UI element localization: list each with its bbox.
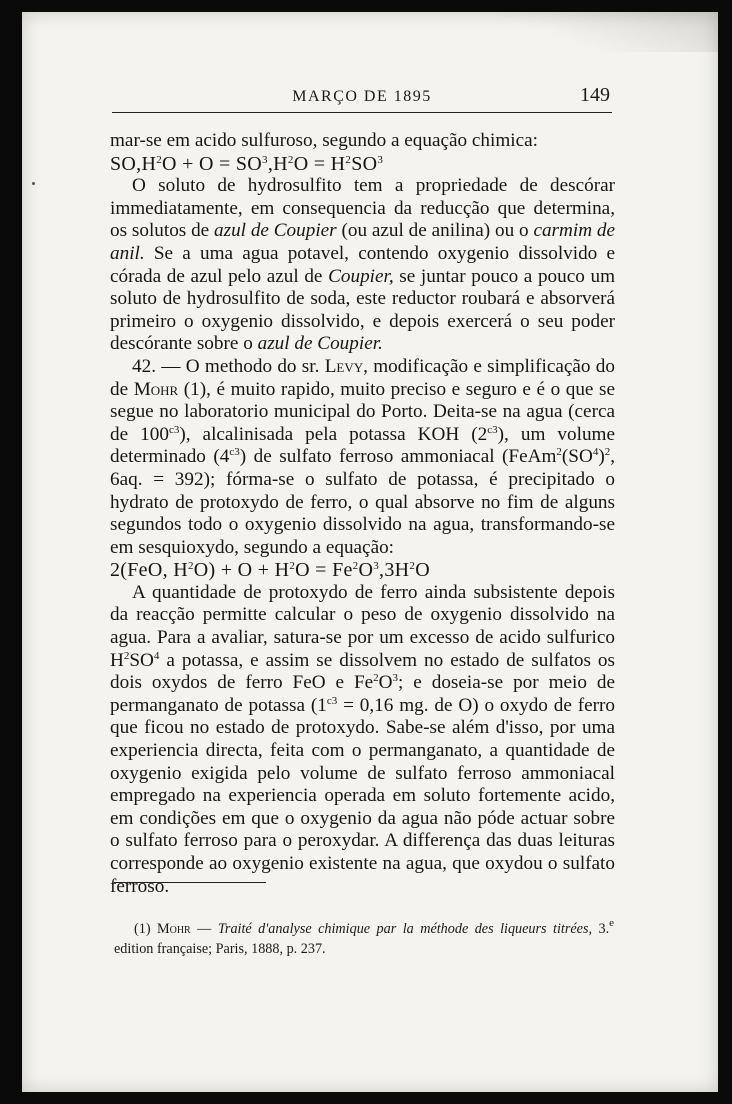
margin-speck (32, 182, 35, 185)
body-text (110, 130, 615, 898)
continuation-line: mar-se em acido sulfuroso, segundo a equação chimica: (110, 130, 538, 151)
scanned-page (22, 12, 718, 1092)
paragraph-hydrosulfite: O soluto de hydrosulfito tem a propriedade de descórar immediatamente, em consequencia da reducção que determina, os solutos de azul de Coupier (ou azul de anilina) ou o carmim de anil. Se a uma agua potavel, contendo oxygenio dissolvido e córada de azul pelo azul de Coupier, se juntar pouco a pouco um soluto de hydrosulfito de soda, este reductor roubará e absorverá primeiro o oxygenio dissolvido, e depois exercerá o seu poder descórante sobre o azul de Coupier. (110, 175, 616, 355)
equation-iron-oxidation: 2(FeO, $H^2O) + O + H^2O = Fe^2O^3,3H^2O$ (110, 559, 430, 582)
equation-sulfurous: $SO,H^2O + O = SO^3,H^2O = H^2SO^3$ (110, 152, 384, 175)
paragraph-protoxide: A quantidade de protoxydo de ferro ainda subsistente depois da reacção permitte calcular o peso de oxygenio dissolvido na agua. Para a avaliar, satura-se por um excesso de acido sulfurico $H^2SO^4$ a potassa, e assim se dissolvem no estado de sulfatos os dois oxydos de ferro FeO e $Fe^2O^3$; e doseia-se por meio de permanganato de potassa ($1^{c3} = 0,16$ mg. de O) o oxydo de ferro que ficou no estado de protoxydo. Sabe-se além d'isso, por uma experiencia directa, feita com o permanganato, a quantidade de oxygenio exigida pelo volume de sulfato ferroso ammoniacal empregado na experiencia operada em soluto fortemente acido, em condições em que o oxygenio da agua não póde actuar sobre o sulfato ferroso para o peroxydar. A differença das duas leituras corresponde ao oxygenio existente na agua, que oxydou o sulfato ferroso. (110, 581, 615, 897)
page-number: 149 (580, 84, 610, 106)
running-head-title: MARÇO DE 1895 (292, 88, 432, 105)
footnote-rule (114, 882, 266, 883)
running-head (112, 82, 612, 113)
page-corner-stain (498, 12, 718, 52)
paragraph-levy-method: 42. — O methodo do sr. Levy, modificação e simplificação do de Mohr (1), é muito rapido, muito preciso e seguro e é o que se segue no laboratorio municipal do Porto. Deita-se na agua (cerca de $100^{c3}$), alcalinisada pela potassa KOH $(2^{c3})$, um volume determinado $(4^{c3})$ de sulfato ferroso ammoniacal ($FeAm^2(SO^4)^2$, 6aq. = 392); fórma-se o sulfato de potassa, é precipitado o hydrato de protoxydo de ferro, o qual absorve no fim de alguns segundos todo o oxygenio dissolvido na agua, transformando-se em sesquioxydo, segundo a equação: (110, 355, 615, 558)
footnote-mohr: (1) Mohr — Traité d'analyse chimique par la méthode des liqueurs titrées, 3.$^e$ edition française; Paris, 1888, p. 237. (114, 917, 615, 958)
